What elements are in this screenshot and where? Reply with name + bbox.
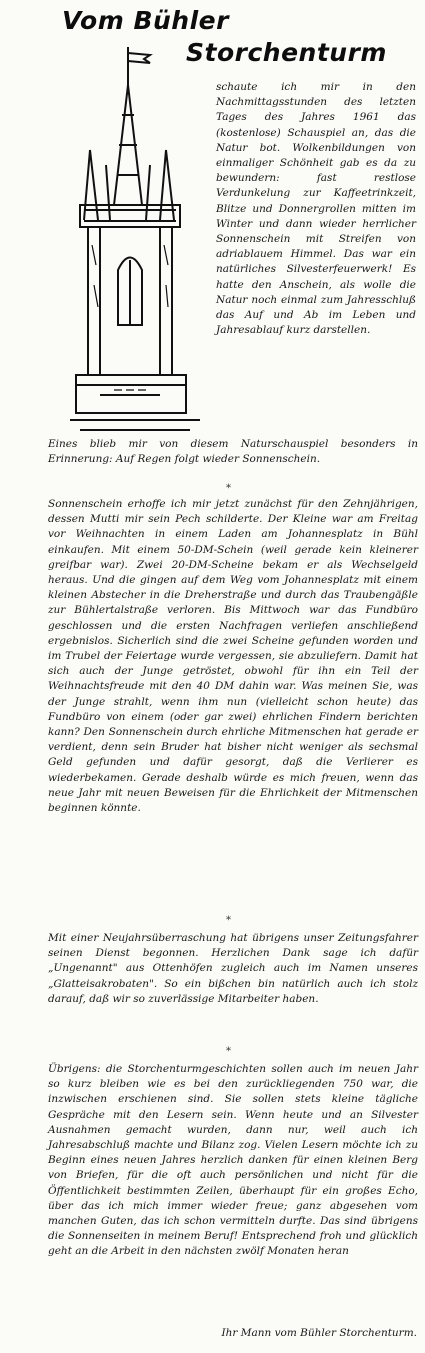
paragraph-1-tail: Eines blieb mir von diesem Naturschauspiel besonders in Erinnerung: Auf Regen folgt wieder Sonnenschein. (48, 438, 418, 466)
section-separator: * (226, 915, 231, 926)
storchenturm-illustration (70, 45, 212, 445)
section-separator: * (226, 1046, 231, 1057)
section-separator: * (226, 483, 231, 494)
paragraph-2: Sonnenschein erhoffe ich mir jetzt zunächst für den Zehnjährigen, dessen Mutti mir sein Pech schilderte. Der Kleine war am Freitag vor Weihnachten in einem Laden am Johannesplatz in Bühl einkaufen. Mit einem 50-DM-Schein (weil gerade kein kleinerer greifbar war). Zwei 20-DM-Scheine bekam er als Wechselgeld heraus. Und die gingen auf dem Weg vom Johannesplatz mit einem kleinen Abstecher in die Dreherstraße und durch das Traubengäßle zur Bühlertalstraße verloren. Bis Mittwoch war das Fundbüro geschlossen und die ersten Nachfragen verliefen anschließend ergebnislos. Sicherlich sind die zwei Scheine gefunden worden und im Trubel der Feiertage wurde vergessen, sie abzuliefern. Damit hat sich auch der Junge getröstet, obwohl für ihn ein Teil der Weihnachtsfreude mit den 40 DM dahin war. Was meinen Sie, was der Junge strahlt, wenn ihm nun (vielleicht schon heute) das Fundbüro von einem (oder gar zwei) ehrlichen Findern berichten kann? Den Sonnenschein durch ehrliche Mitmenschen hat gerade er verdient, denn sein Bruder hat bisher nicht weniger als sechsmal Geld gefunden und dafür gesorgt, daß die Verlierer es wiederbekamen. Gerade deshalb würde es mich freuen, wenn das neue Jahr mit neuen Beweisen für die Ehrlichkeit der Mitmenschen beginnen könnte. (48, 498, 418, 815)
headline-line-2: Storchenturm (186, 38, 387, 67)
paragraph-4: Übrigens: die Storchenturmgeschichten sollen auch im neuen Jahr so kurz bleiben wie es bei den zurückliegenden 750 war, die inzwischen erschienen sind. Sie sollen stets kleine tägliche Gespräche mit den Lesern sein. Wenn heute und an Silvester Ausnahmen gemacht wurden, dann nur, weil auch ich Jahresabschluß machte und Bilanz zog. Vielen Lesern möchte ich zu Beginn eines neuen Jahres herzlich danken für einen kleinen Berg von Briefen, für die oft auch persönlichen und nicht für die Öffentlichkeit bestimmten Zeilen, überhaupt für ein großes Echo, über das ich mich immer wieder freue; ganz abgesehen vom manchen Guten, das ich schon vermitteln durfte. Das sind übrigens die Sonnenseiten in meinem Beruf! Entsprechend froh und glücklich geht an die Arbeit in den nächsten zwölf Monaten heran (48, 1063, 418, 1258)
headline-line-1: Vom Bühler (62, 6, 229, 35)
paragraph-3: Mit einer Neujahrsüberraschung hat übrigens unser Zeitungsfahrer seinen Dienst begonnen. Herzlichen Dank sage ich dafür „Ungenannt" aus Ottenhöfen zugleich auch im Namen unseres „Glatteisakrobaten". So ein bißchen bin natürlich auch ich stolz darauf, daß wir so zuverlässige Mitarbeiter haben. (48, 932, 418, 1005)
paragraph-1-column: schaute ich mir in den Nachmittagsstunden des letzten Tages des Jahres 1961 das (kostenlose) Schauspiel an, das die Natur bot. Wolkenbildungen von einmaliger Schönheit gab es da zu bewundern: fast restlose Verdunkelung zur Kaffeetrinkzeit, Blitze und Donnergrollen mitten im Winter und dann wieder herrlicher Sonnenschein mit Streifen von adriablauem Himmel. Das war ein natürliches Silvesterfeuerwerk! Es hatte den Anschein, als wolle die Natur noch einmal zum Jahresschluß das Auf und Ab im Leben und Jahresablauf kurz darstellen. (216, 81, 416, 337)
signature: Ihr Mann vom Bühler Storchenturm. (221, 1327, 417, 1339)
